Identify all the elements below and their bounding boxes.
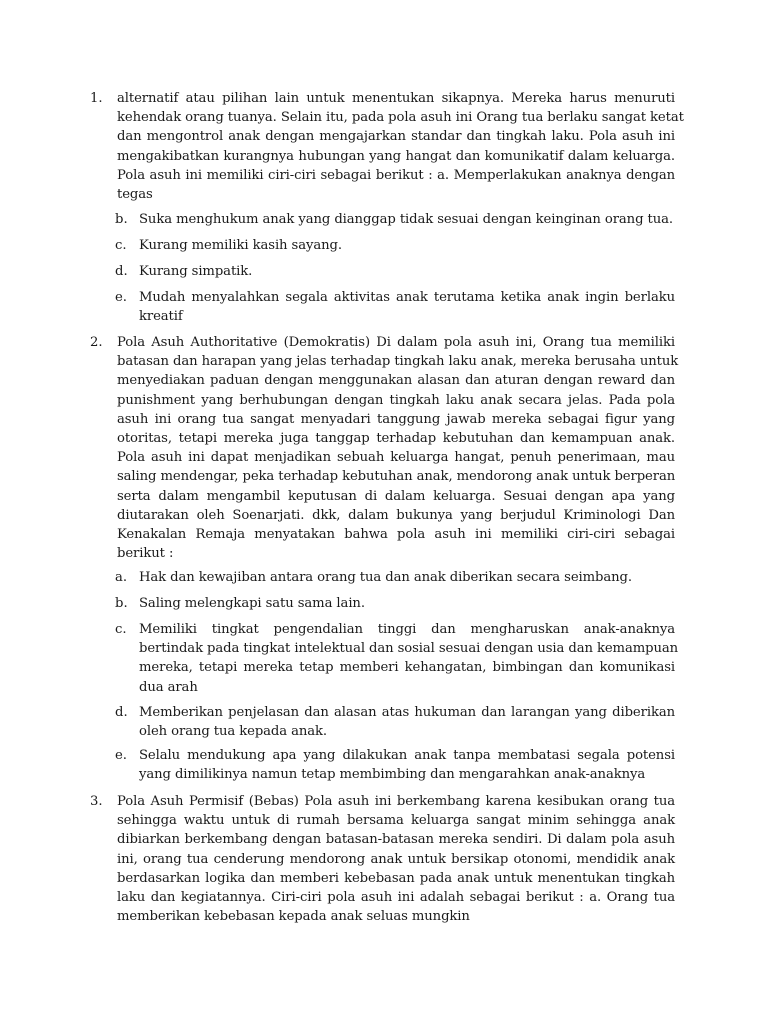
- list-item-1: [90, 89, 684, 204]
- text-line: Memiliki tingkat pengendalian tinggi dan mengharuskan anak-anaknya: [139, 622, 675, 637]
- text-line: mengakibatkan kurangnya hubungan yang hangat dan komunikatif dalam keluarga.: [117, 148, 675, 164]
- paragraph: [139, 703, 675, 741]
- text-line: otoritas, tetapi mereka juga tanggap terhadap kebutuhan dan kemampuan anak.: [117, 431, 675, 447]
- text-line: oleh orang tua kepada anak.: [139, 724, 328, 740]
- sub-marker: d.: [115, 705, 128, 720]
- text-line: dua arah: [139, 679, 198, 695]
- sub-item-2c: [115, 620, 679, 697]
- sub-item-2a: [115, 568, 675, 587]
- text-line: saling mendengar, peka terhadap kebutuhan anak, mendorong anak untuk berperan: [117, 469, 676, 485]
- paragraph: [139, 236, 675, 255]
- text-line: Pola Asuh Permisif (Bebas) Pola asuh ini berkembang karena kesibukan orang tua: [117, 794, 675, 809]
- paragraph: [139, 210, 675, 229]
- text-line: Pola asuh ini memiliki ciri-ciri sebagai berikut : a. Memperlakukan anaknya dengan: [117, 167, 675, 183]
- list-marker: 1.: [90, 91, 103, 106]
- list-item-2: [90, 333, 679, 563]
- text-line: sehingga waktu untuk di rumah bersama keluarga sangat minim sehingga anak: [117, 813, 675, 829]
- text-line: punishment yang berhubungan dengan tingkah laku anak secara jelas. Pada pola: [117, 392, 675, 408]
- sub-item-1e: [115, 288, 675, 326]
- sub-item-1b: [115, 210, 675, 229]
- text-line: bertindak pada tingkat intelektual dan sosial sesuai dengan usia dan kemampuan: [139, 641, 679, 657]
- paragraph: [117, 89, 684, 204]
- paragraph: [139, 746, 675, 784]
- text-line: Pola Asuh Authoritative (Demokratis) Di dalam pola asuh ini, Orang tua memiliki: [117, 335, 675, 350]
- text-line: batasan dan harapan yang jelas terhadap tingkah laku anak, mereka berusaha untuk: [117, 354, 679, 370]
- paragraph: [139, 620, 679, 697]
- text-line: asuh ini orang tua sangat menyadari tanggung jawab mereka sebagai figur yang: [117, 411, 675, 427]
- text-line: Saling melengkapi satu sama lain.: [139, 596, 365, 611]
- sub-marker: c.: [115, 622, 127, 637]
- text-line: Suka menghukum anak yang dianggap tidak sesuai dengan keinginan orang tua.: [139, 212, 673, 227]
- paragraph: [139, 594, 675, 613]
- sub-marker: a.: [115, 570, 128, 585]
- list-marker: 2.: [90, 335, 103, 350]
- list-marker: 3.: [90, 794, 103, 809]
- text-line: Hak dan kewajiban antara orang tua dan anak diberikan secara seimbang.: [139, 570, 632, 585]
- paragraph: [117, 792, 675, 926]
- text-line: yang dimilikinya namun tetap membimbing dan mengarahkan anak-anaknya: [139, 767, 646, 783]
- text-line: Mudah menyalahkan segala aktivitas anak terutama ketika anak ingin berlaku: [139, 290, 675, 305]
- list-item-3: [90, 792, 675, 926]
- text-line: Kurang simpatik.: [139, 264, 253, 279]
- sub-marker: c.: [115, 238, 127, 253]
- text-line: berdasarkan logika dan memberi kebebasan pada anak untuk menentukan tingkah: [117, 870, 675, 886]
- sub-item-1c: [115, 236, 675, 255]
- text-line: menyediakan paduan dengan menggunakan alasan dan aturan dengan reward dan: [117, 373, 675, 389]
- sub-item-2d: [115, 703, 675, 741]
- text-line: tegas: [117, 187, 153, 203]
- paragraph: [117, 333, 679, 563]
- text-line: memberikan kebebasan kepada anak seluas mungkin: [117, 909, 470, 925]
- text-line: Pola asuh ini dapat menjadikan sebuah keluarga hangat, penuh penerimaan, mau: [117, 450, 675, 466]
- text-line: mereka, tetapi mereka tetap memberi kehangatan, bimbingan dan komunikasi: [139, 660, 675, 676]
- text-line: alternatif atau pilihan lain untuk menentukan sikapnya. Mereka harus menuruti: [117, 91, 675, 106]
- text-line: Selalu mendukung apa yang dilakukan anak tanpa membatasi segala potensi: [139, 748, 675, 763]
- text-line: Kenakalan Remaja menyatakan bahwa pola asuh ini memiliki ciri-ciri sebagai: [117, 527, 675, 543]
- paragraph: [139, 288, 675, 326]
- text-line: dan mengontrol anak dengan mengajarkan standar dan tingkah laku. Pola asuh ini: [117, 129, 675, 145]
- paragraph: [139, 568, 675, 587]
- text-line: Memberikan penjelasan dan alasan atas hukuman dan larangan yang diberikan: [139, 705, 675, 720]
- text-line: berikut :: [117, 546, 174, 562]
- sub-marker: b.: [115, 596, 128, 611]
- paragraph: [139, 262, 675, 281]
- sub-item-1d: [115, 262, 675, 281]
- sub-marker: b.: [115, 212, 128, 227]
- text-line: kreatif: [139, 309, 183, 325]
- text-line: diutarakan oleh Soenarjati. dkk, dalam bukunya yang berjudul Kriminologi Dan: [117, 507, 675, 523]
- text-line: Kurang memiliki kasih sayang.: [139, 238, 342, 253]
- sub-marker: e.: [115, 748, 127, 763]
- sub-item-2b: [115, 594, 675, 613]
- text-line: serta dalam mengambil keputusan di dalam keluarga. Sesuai dengan apa yang: [117, 488, 675, 504]
- sub-marker: e.: [115, 290, 127, 305]
- sub-marker: d.: [115, 264, 128, 279]
- text-line: kehendak orang tuanya. Selain itu, pada pola asuh ini Orang tua berlaku sangat ketat: [117, 110, 684, 126]
- text-line: ini, orang tua cenderung mendorong anak untuk bersikap otonomi, mendidik anak: [117, 851, 675, 867]
- text-line: laku dan kegiatannya. Ciri-ciri pola asuh ini adalah sebagai berikut : a. Orang tua: [117, 890, 675, 906]
- sub-item-2e: [115, 746, 675, 784]
- text-line: dibiarkan berkembang dengan batasan-batasan mereka sendiri. Di dalam pola asuh: [117, 832, 675, 848]
